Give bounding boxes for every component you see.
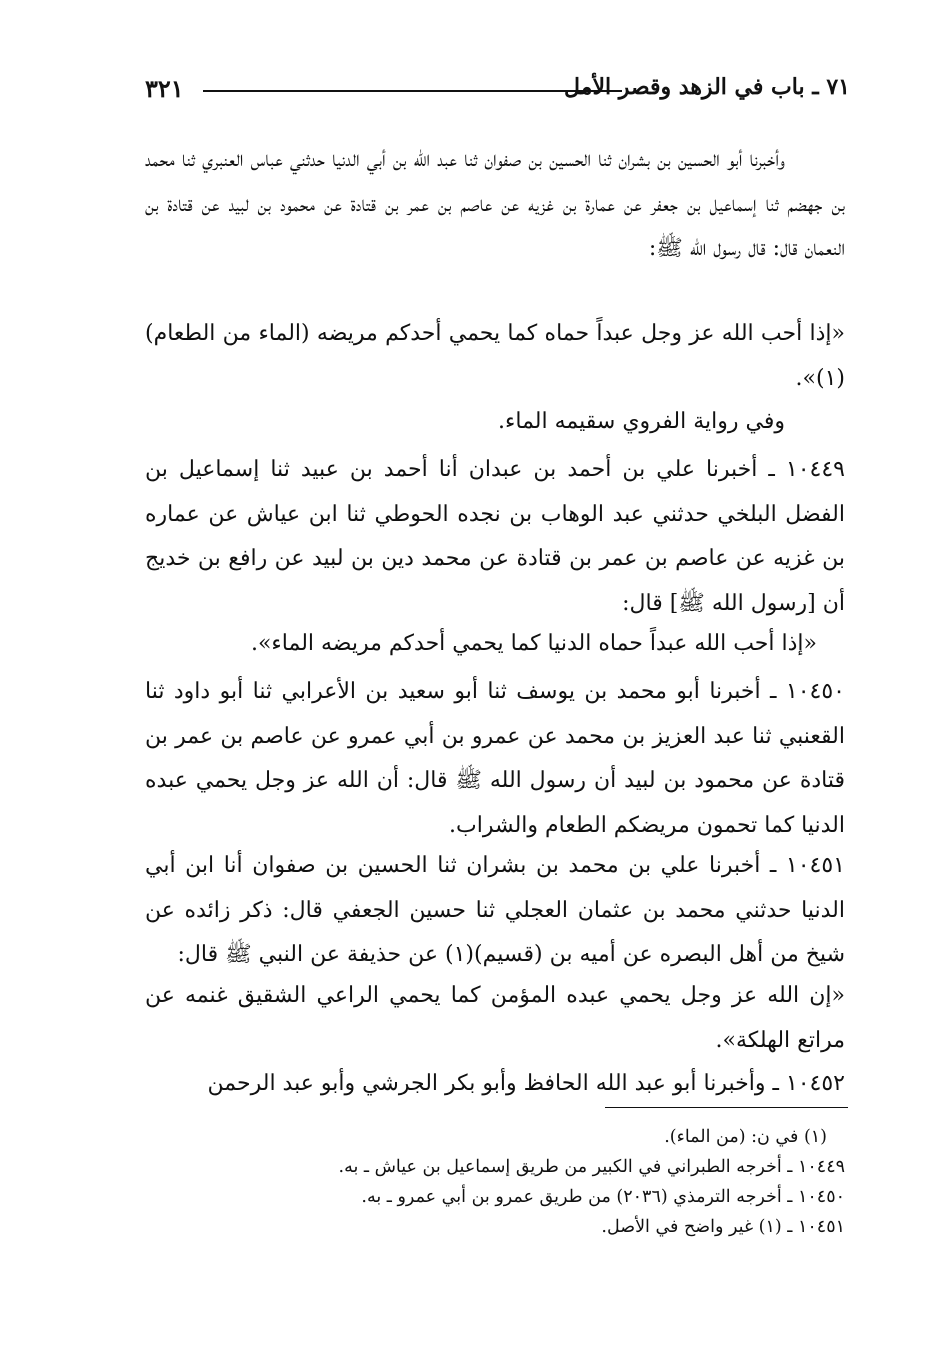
paragraph-10451: ١٠٤٥١ ـ أخبرنا علي بن محمد بن بشران ثنا الحسين بن صفوان أنا ابن أبي الدنيا حدثني محمد بن عثمان العجلي ثنا حسين الجعفي قال: ذكر زائده عن شيخ من أهل البصره عن أميه بن (قسيم)(١) عن حذيفة عن النبي ﷺ قال: (145, 853, 845, 967)
hadith-quote-2: «إذا أحب الله عبداً حماه الدنيا كما يحمي أحدكم مريضه الماء». (250, 631, 817, 656)
chapter-title: ٧١ ـ باب في الزهد وقصر الأمل (564, 74, 850, 100)
hadith-quote-1: «إذا أحب الله عز وجل عبداً حماه كما يحمي أحدكم مريضه (الماء من الطعام)(١)». (145, 321, 845, 391)
paragraph-10452: ١٠٤٥٢ ـ وأخبرنا أبو عبد الله الحافظ وأبو بكر الجرشي وأبو عبد الرحمن (207, 1071, 845, 1096)
footnote-10449: ١٠٤٤٩ ـ أخرجه الطبراني في الكبير من طريق إسماعيل بن عياش ـ به. (338, 1157, 845, 1177)
footnote-10450: ١٠٤٥٠ ـ أخرجه الترمذي (٢٠٣٦) من طريق عمرو بن أبي عمرو ـ به. (361, 1187, 845, 1207)
paragraph-10450: ١٠٤٥٠ ـ أخبرنا أبو محمد بن يوسف ثنا أبو سعيد بن الأعرابي ثنا أبو داود ثنا القعنبي ثنا عبد العزيز بن محمد عن عمرو بن أبي عمرو عن عاصم بن عمر بن قتادة عن محمود بن لبيد أن رسول الله ﷺ قال: أن الله عز وجل يحمي عبده الدنيا كما تحمون مريضكم الطعام والشراب. (145, 679, 845, 838)
page-header (145, 70, 850, 110)
page-number: ٣٢١ (145, 74, 184, 103)
footnotes (145, 1122, 845, 1242)
paragraph-riwaya: وفي رواية الفروي سقيمه الماء. (498, 409, 785, 434)
footnote-separator (605, 1107, 848, 1108)
footnote-1: (١) في ن: (من الماء). (664, 1127, 827, 1147)
hadith-quote-3: «إن الله عز وجل يحمي عبده المؤمن كما يحمي الراعي الشقيق غنمه عن مراتع الهلكة». (145, 983, 845, 1053)
header-rule (203, 90, 622, 92)
footnote-10451: ١٠٤٥١ ـ (١) غير واضح في الأصل. (601, 1217, 845, 1237)
paragraph-10449: ١٠٤٤٩ ـ أخبرنا علي بن أحمد بن عبدان أنا أحمد بن عبيد ثنا إسماعيل بن الفضل البلخي حدثني عبد الوهاب بن نجده الحوطي ثنا ابن عياش عن عماره بن غزيه عن عاصم بن عمر بن قتادة عن محمد دين بن لبيد عن رافع بن خديج أن [رسول الله ﷺ] قال: (145, 457, 845, 616)
paragraph-1: وأخبرنا أبو الحسين بن بشران ثنا الحسين بن صفوان ثنا عبد الله بن أبي الدنيا حدثني عباس العنبري ثنا محمد بن جهضم ثنا إسماعيل بن جعفر عن عمارة بن غزيه عن عاصم بن عمر بن قتادة عن محمود بن لبيد عن قتادة بن النعمان قال: قال رسول الله ﷺ: (145, 147, 845, 261)
